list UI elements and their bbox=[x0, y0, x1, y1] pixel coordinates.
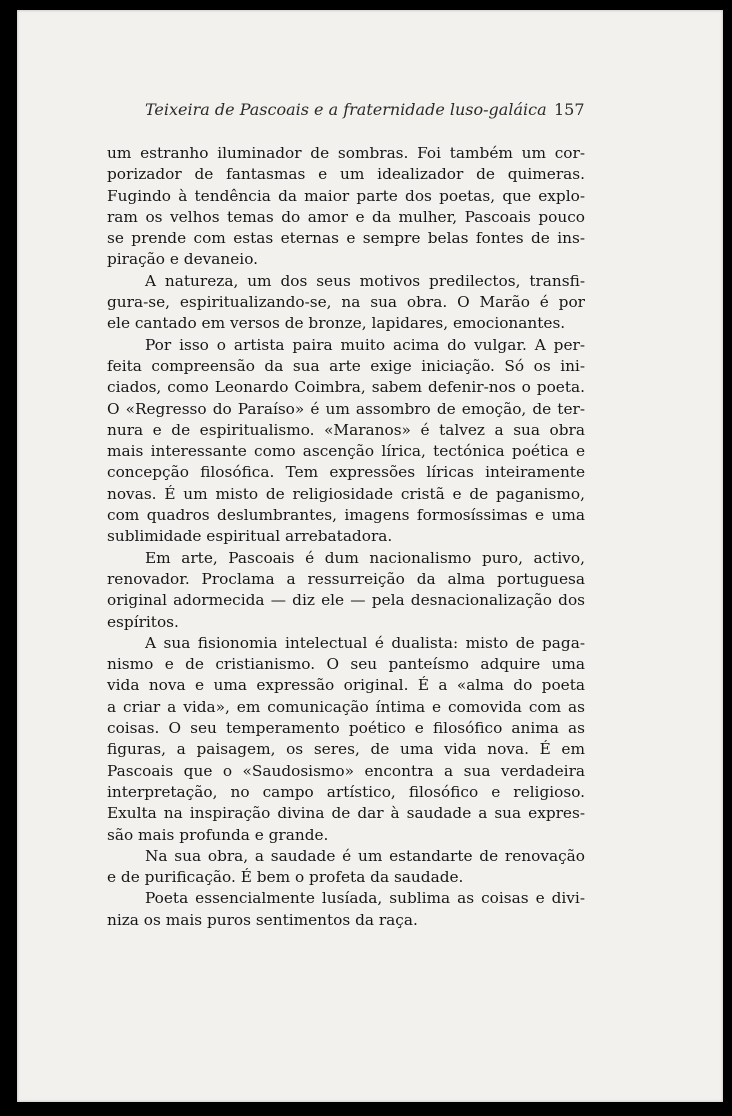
text-line: sublimidade espiritual arrebatadora. bbox=[107, 527, 393, 546]
text-line: coisas. O seu temperamento poético e filosófico anima as bbox=[107, 719, 585, 738]
paragraph bbox=[107, 846, 585, 889]
text-line: e de purificação. É bem o profeta da saudade. bbox=[107, 868, 464, 887]
text-line: gura-se, espiritualizando-se, na sua obra. O Marão é por bbox=[107, 293, 585, 312]
text-line: interpretação, no campo artístico, filosófico e religioso. bbox=[107, 782, 585, 801]
text-line: original adormecida — diz ele — pela desnacionalização dos bbox=[107, 591, 585, 610]
text-line: ram os velhos temas do amor e da mulher, Pascoais pouco bbox=[107, 207, 585, 226]
text-line: se prende com estas eternas e sempre belas fontes de ins- bbox=[107, 229, 585, 248]
text-line: A sua fisionomia intelectual é dualista: misto de paga- bbox=[145, 633, 585, 652]
text-line: Na sua obra, a saudade é um estandarte de renovação bbox=[145, 846, 585, 865]
text-line: Por isso o artista paira muito acima do vulgar. A per- bbox=[145, 335, 585, 354]
text-line: porizador de fantasmas e um idealizador de quimeras. bbox=[107, 165, 585, 184]
paragraph bbox=[107, 548, 585, 633]
text-line: são mais profunda e grande. bbox=[107, 825, 329, 844]
text-line: Fugindo à tendência da maior parte dos poetas, que explo- bbox=[107, 186, 585, 205]
text-line: Poeta essencialmente lusíada, sublima as coisas e divi- bbox=[145, 889, 585, 908]
text-line: um estranho iluminador de sombras. Foi também um cor- bbox=[107, 144, 585, 162]
text-line: nismo e de cristianismo. O seu panteísmo adquire uma bbox=[107, 655, 585, 674]
paragraph bbox=[107, 633, 585, 846]
text-line: niza os mais puros sentimentos da raça. bbox=[107, 910, 418, 929]
text-line: Em arte, Pascoais é dum nacionalismo puro, activo, bbox=[145, 548, 585, 567]
page-number: 157 bbox=[554, 100, 585, 119]
book-page bbox=[17, 10, 723, 1102]
text-line: renovador. Proclama a ressurreição da alma portuguesa bbox=[107, 569, 585, 588]
body-text bbox=[107, 143, 585, 931]
text-line: novas. É um misto de religiosidade cristã e de paganismo, bbox=[107, 484, 585, 503]
text-line: piração e devaneio. bbox=[107, 250, 258, 269]
text-line: a criar a vida», em comunicação íntima e comovida com as bbox=[107, 697, 585, 716]
paragraph bbox=[107, 271, 585, 335]
text-line: ele cantado em versos de bronze, lapidares, emocionantes. bbox=[107, 314, 566, 333]
page-header bbox=[17, 100, 723, 124]
running-title: Teixeira de Pascoais e a fraternidade luso-galáica bbox=[145, 100, 547, 119]
text-line: O «Regresso do Paraíso» é um assombro de emoção, de ter- bbox=[107, 399, 585, 418]
text-line: ciados, como Leonardo Coimbra, sabem defenir-nos o poeta. bbox=[107, 378, 585, 397]
text-line: espíritos. bbox=[107, 612, 179, 631]
text-line: A natureza, um dos seus motivos predilectos, transfi- bbox=[145, 271, 585, 290]
text-line: figuras, a paisagem, os seres, de uma vida nova. É em bbox=[107, 740, 585, 759]
text-line: vida nova e uma expressão original. É a «alma do poeta bbox=[107, 676, 585, 695]
text-line: mais interessante como ascenção lírica, tectónica poética e bbox=[107, 442, 585, 461]
text-line: concepção filosófica. Tem expressões líricas inteiramente bbox=[107, 463, 585, 482]
text-line: nura e de espiritualismo. «Maranos» é talvez a sua obra bbox=[107, 420, 585, 439]
text-line: Pascoais que o «Saudosismo» encontra a sua verdadeira bbox=[107, 761, 585, 780]
paragraph bbox=[107, 335, 585, 548]
paragraph bbox=[107, 888, 585, 931]
text-line: Exulta na inspiração divina de dar à saudade a sua expres- bbox=[107, 804, 585, 823]
paragraph bbox=[107, 143, 585, 271]
text-line: feita compreensão da sua arte exige iniciação. Só os ini- bbox=[107, 356, 585, 375]
text-line: com quadros deslumbrantes, imagens formosíssimas e uma bbox=[107, 506, 585, 525]
